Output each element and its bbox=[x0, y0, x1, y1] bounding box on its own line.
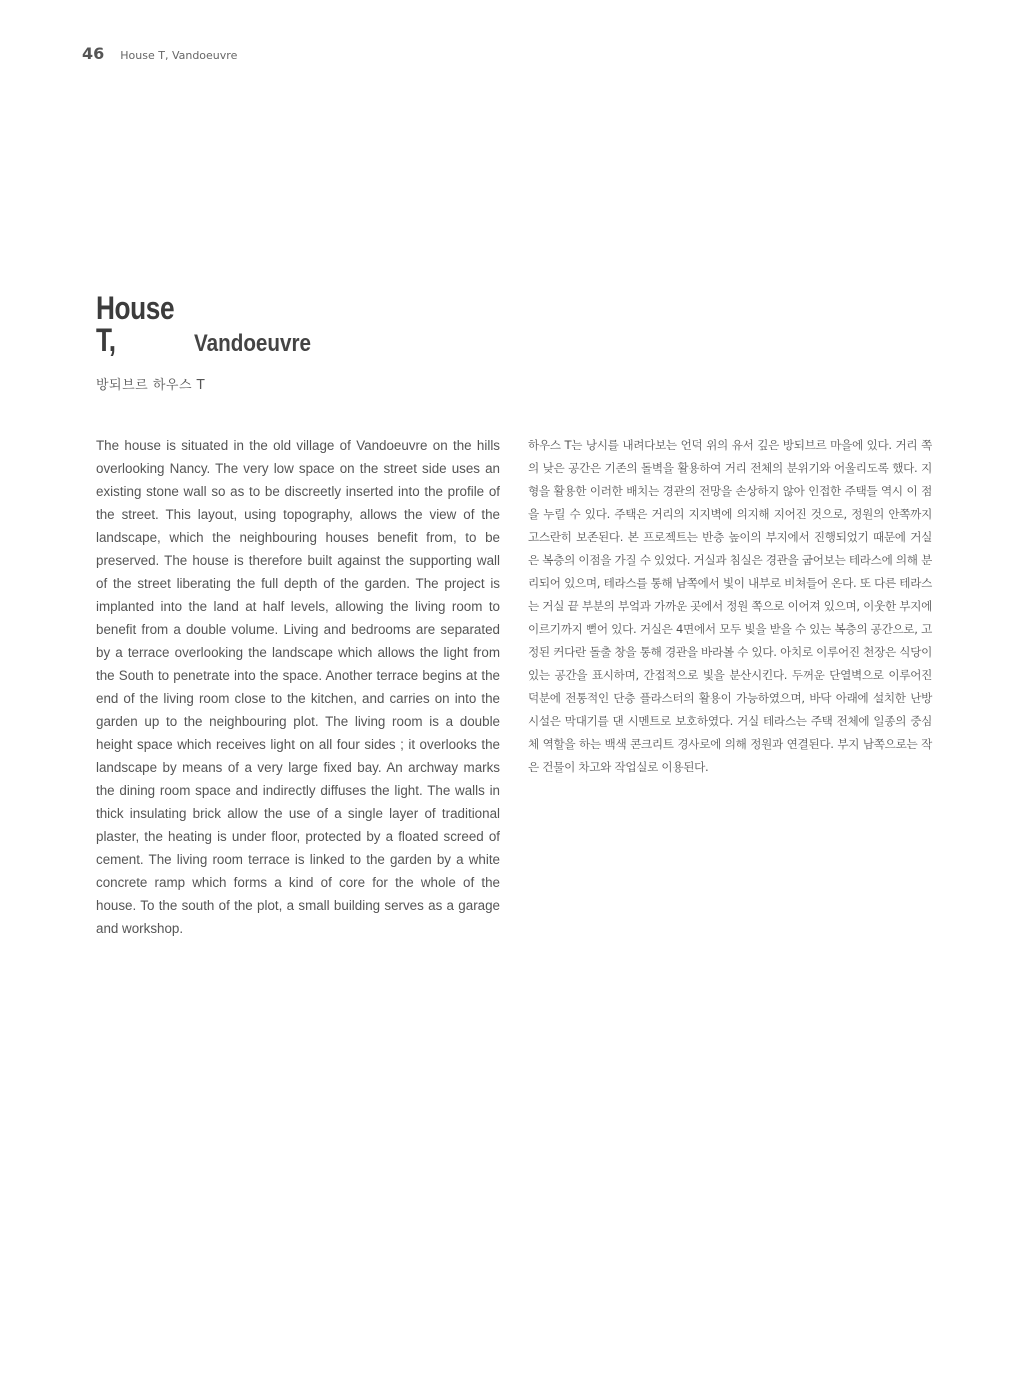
english-body-text: The house is situated in the old village of Vandoeuvre on the hills overlooking Nancy. The very low space on the street side uses an existing stone wall so as to be discreetly inserted into the profile of the street. This layout, using topography, allows the view of the landscape, which the neighbouring houses benefit from, to be preserved. The house is therefore built against the supporting wall of the street liberating the full depth of the garden. The project is implanted into the land at half levels, allowing the living room to benefit from a double volume. Living and bedrooms are separated by a terrace overlooking the landscape which allows the light from the South to penetrate into the space. Another terrace begins at the end of the living room close to the kitchen, and carries on into the garden up to the neighbouring plot. The living room is a double height space which receives light on all four sides ; it overlooks the landscape by means of a very large fixed bay. An archway marks the dining room space and indirectly diffuses the light. The walls in thick insulating brick allow the use of a single layer of traditional plaster, the heating is under floor, protected by a floated screed of cement. The living room terrace is linked to the garden by a white concrete ramp which forms a kind of core for the whole of the house. To the south of the plot, a small building serves as a garage and workshop. bbox=[96, 438, 500, 936]
page-number: 46 bbox=[82, 44, 105, 63]
page-title bbox=[96, 292, 330, 356]
running-title: House T, Vandoeuvre bbox=[120, 49, 238, 62]
title-main: House T, bbox=[96, 290, 175, 358]
title-sub: Vandoeuvre bbox=[194, 330, 312, 357]
korean-title: 방되브르 하우스 T bbox=[96, 378, 206, 393]
english-column bbox=[96, 434, 500, 940]
title-block bbox=[96, 292, 330, 393]
korean-column bbox=[528, 434, 932, 779]
running-head bbox=[82, 44, 237, 63]
korean-body-text: 하우스 T는 낭시를 내려다보는 언덕 위의 유서 깊은 방되브르 마을에 있다. 거리 쪽의 낮은 공간은 기존의 돌벽을 활용하여 거리 전체의 분위기와 어울리도록 했다. 지형을 활용한 이러한 배치는 경관의 전망을 손상하지 않아 인접한 주택들 역시 이 점을 누릴 수 있다. 주택은 거리의 지지벽에 의지해 지어진 것으로, 정원의 안쪽까지 고스란히 보존된다. 본 프로젝트는 반층 높이의 부지에서 진행되었기 때문에 거실은 복층의 이점을 가질 수 있었다. 거실과 침실은 경관을 굽어보는 테라스에 의해 분리되어 있으며, 테라스를 통해 남쪽에서 빛이 내부로 비쳐들어 온다. 또 다른 테라스는 거실 끝 부분의 부엌과 가까운 곳에서 정원 쪽으로 이어져 있으며, 이웃한 부지에 이르기까지 뻗어 있다. 거실은 4면에서 모두 빛을 받을 수 있는 복층의 공간으로, 고정된 커다란 돌출 창을 통해 경관을 바라볼 수 있다. 아치로 이루어진 천장은 식당이 있는 공간을 표시하며, 간접적으로 빛을 분산시킨다. 두꺼운 단열벽으로 이루어진 덕분에 전통적인 단층 플라스터의 활용이 가능하였으며, 바닥 아래에 설치한 난방시설은 막대기를 댄 시멘트로 보호하였다. 거실 테라스는 주택 전체에 일종의 중심체 역할을 하는 백색 콘크리트 경사로에 의해 정원과 연결된다. 부지 남쪽으로는 작은 건물이 차고와 작업실로 이용된다. bbox=[528, 438, 932, 774]
